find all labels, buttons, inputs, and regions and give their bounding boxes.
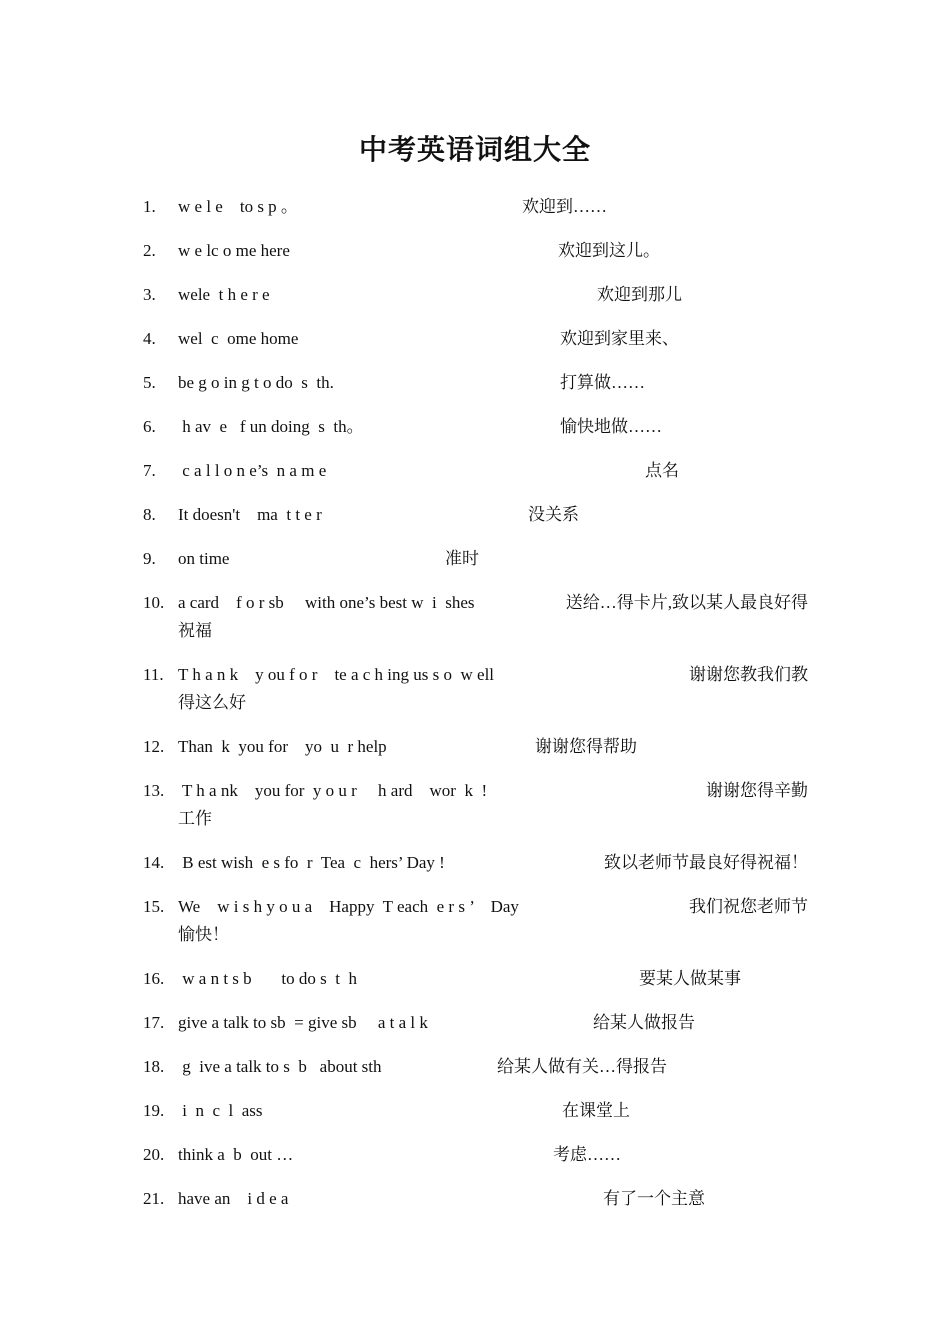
item-english: T h a nk you for y o u r h ard wor k !	[178, 781, 488, 800]
item-chinese-continued: 愉快！	[178, 925, 229, 944]
item-english: w e l e to s p 。	[178, 197, 298, 216]
item-chinese-continued: 祝福	[178, 621, 212, 640]
item-chinese: 欢迎到这儿。	[558, 241, 660, 260]
item-english: B est wish e s fo r Tea c hers’ Day !	[178, 853, 445, 872]
item-number: 13.	[143, 781, 165, 800]
item-chinese: 我们祝您老师节	[689, 897, 808, 916]
item-number: 20.	[143, 1145, 165, 1164]
item-chinese: 给某人做报告	[593, 1013, 695, 1032]
item-english: wele t h e r e	[178, 285, 270, 304]
item-english: wel c ome home	[178, 329, 299, 348]
item-number: 12.	[143, 737, 165, 756]
item-english: i n c l ass	[178, 1101, 263, 1120]
item-english: be g o in g t o do s th.	[178, 373, 334, 392]
item-chinese: 在课堂上	[562, 1101, 630, 1120]
item-chinese: 谢谢您得辛勤	[706, 781, 808, 800]
item-chinese: 欢迎到家里来、	[560, 329, 679, 348]
item-english: on time	[178, 549, 230, 568]
item-english: a card f o r sb with one’s best w i shes	[178, 593, 475, 612]
item-english: It doesn't ma t t e r	[178, 505, 322, 524]
item-chinese: 点名	[645, 461, 679, 480]
item-number: 15.	[143, 897, 165, 916]
item-english: have an i d e a	[178, 1189, 289, 1208]
item-number: 2.	[143, 241, 156, 260]
item-number: 4.	[143, 329, 156, 348]
item-number: 11.	[143, 665, 164, 684]
item-number: 3.	[143, 285, 156, 304]
item-english: T h a n k y ou f o r te a c h ing us s o w ell	[178, 665, 495, 684]
item-english: We w i s h y o u a Happy T each e r s ’ Day	[178, 897, 519, 916]
item-number: 21.	[143, 1189, 165, 1208]
item-chinese: 欢迎到那儿	[597, 285, 682, 304]
item-number: 9.	[143, 549, 156, 568]
item-chinese: 要某人做某事	[639, 969, 741, 988]
page-title: 中考英语词组大全	[358, 133, 591, 166]
item-english: give a talk to sb = give sb a t a l k	[178, 1013, 428, 1032]
item-chinese: 没关系	[528, 505, 579, 524]
item-chinese: 欢迎到……	[522, 197, 607, 216]
item-english: g ive a talk to s b about sth	[178, 1057, 382, 1076]
item-chinese-continued: 得这么好	[178, 693, 246, 712]
item-number: 6.	[143, 417, 156, 436]
item-chinese: 有了一个主意	[603, 1189, 705, 1208]
item-chinese: 准时	[445, 549, 479, 568]
item-chinese: 致以老师节最良好得祝福！	[604, 853, 808, 872]
item-english: w a n t s b to do s t h	[178, 969, 357, 988]
item-chinese: 愉快地做……	[560, 417, 662, 436]
item-number: 14.	[143, 853, 165, 872]
item-chinese-continued: 工作	[178, 809, 212, 828]
item-english: think a b out …	[178, 1145, 294, 1164]
item-english: w e lc o me here	[178, 241, 290, 260]
item-chinese: 考虑……	[553, 1145, 621, 1164]
item-number: 18.	[143, 1057, 165, 1076]
item-english: h av e f un doing s th。	[178, 417, 364, 436]
item-number: 5.	[143, 373, 156, 392]
item-number: 16.	[143, 969, 165, 988]
item-chinese: 送给…得卡片,致以某人最良好得	[565, 593, 808, 612]
item-chinese: 谢谢您教我们教	[689, 665, 808, 684]
item-number: 7.	[143, 461, 156, 480]
item-chinese: 给某人做有关…得报告	[497, 1057, 667, 1076]
item-number: 17.	[143, 1013, 165, 1032]
item-number: 8.	[143, 505, 156, 524]
item-number: 10.	[143, 593, 165, 612]
item-chinese: 谢谢您得帮助	[535, 737, 637, 756]
item-english: c a l l o n e’s n a m e	[178, 461, 327, 480]
item-english: Than k you for yo u r help	[178, 737, 387, 756]
item-chinese: 打算做……	[560, 373, 645, 392]
item-number: 1.	[143, 197, 156, 216]
item-number: 19.	[143, 1101, 165, 1120]
